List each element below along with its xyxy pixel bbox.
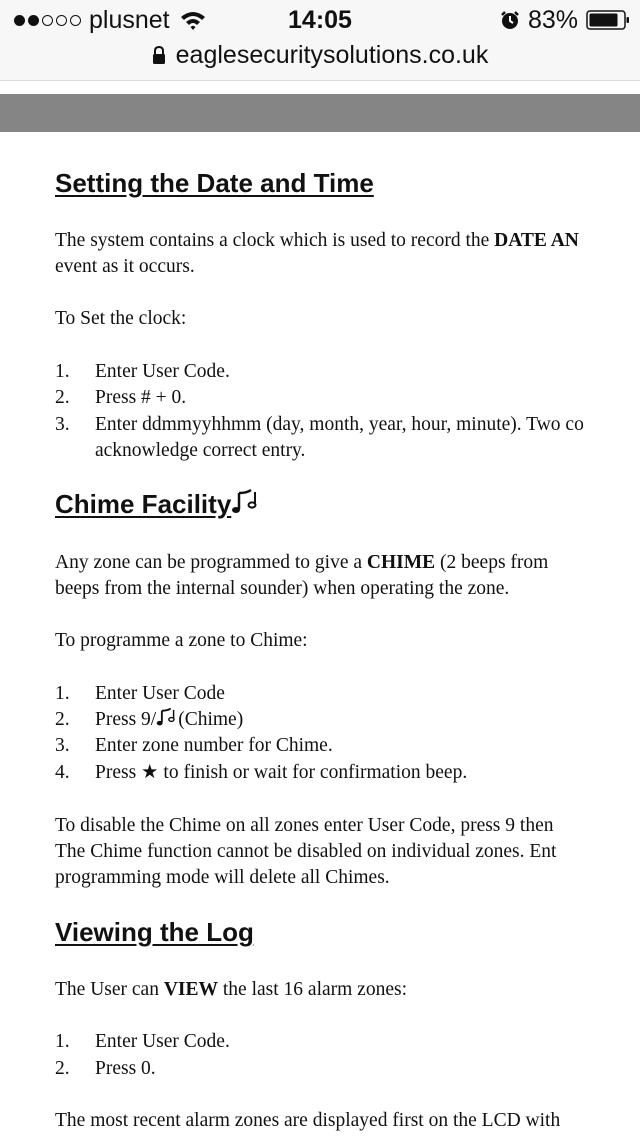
clock: 14:05 [288,6,352,34]
address-bar[interactable] [0,40,640,81]
status-bar [0,0,640,40]
heading-chime: Chime Facility [55,489,261,520]
music-note-icon [231,489,261,517]
page-content[interactable] [0,132,640,1136]
chime-disable-line2: The Chime function cannot be disabled on individual zones. Ent [55,841,557,862]
heading-log: Viewing the Log [55,917,254,947]
chime-disable-line1: To disable the Chime on all zones enter User Code, press 9 then [55,815,554,836]
chime-intro: Any zone can be programmed to give a CHIME (2 beeps from [55,552,549,573]
battery-group [500,6,630,34]
star-icon: ★ [141,762,159,783]
carrier-name: plusnet [89,5,170,34]
list-item: 1. Enter User Code [55,683,225,704]
chime-steps-intro: To programme a zone to Chime: [55,630,308,651]
chime-intro-line2: beeps from the internal sounder) when operating the zone. [55,578,510,599]
date-time-intro-line2: event as it occurs. [55,256,195,277]
list-item: 1. Enter User Code. [55,361,230,382]
chime-disable-line3: programming mode will delete all Chimes. [55,867,390,888]
battery-percentage: 83% [527,5,578,34]
url-display[interactable] [0,41,640,70]
url-text: eaglesecuritysolutions.co.uk [175,41,489,69]
alarm-clock-icon [500,10,520,30]
page-header-band [0,94,640,132]
date-time-intro: The system contains a clock which is used to record the DATE AN [55,230,579,251]
list-item: 3. Enter zone number for Chime. [55,735,333,756]
list-item: 2. Press 9/ (Chime) [55,709,244,730]
battery-icon [586,10,630,30]
lock-icon [152,46,166,64]
music-note-icon [156,707,178,729]
list-item-continuation: acknowledge correct entry. [95,440,306,461]
list-item: 2. Press # + 0. [55,387,187,408]
log-intro: The User can VIEW the last 16 alarm zones: [55,979,407,1000]
list-item: 3. Enter ddmmyyhhmm (day, month, year, hour, minute). Two co [55,414,584,435]
log-final-line: The most recent alarm zones are displayed first on the LCD with [55,1110,561,1131]
heading-date-time: Setting the Date and Time [55,168,374,198]
list-item: 2. Press 0. [55,1058,156,1079]
date-time-steps-intro: To Set the clock: [55,308,187,329]
list-item: 1. Enter User Code. [55,1031,230,1052]
list-item: 4. Press ★ to finish or wait for confirmation beep. [55,762,468,783]
